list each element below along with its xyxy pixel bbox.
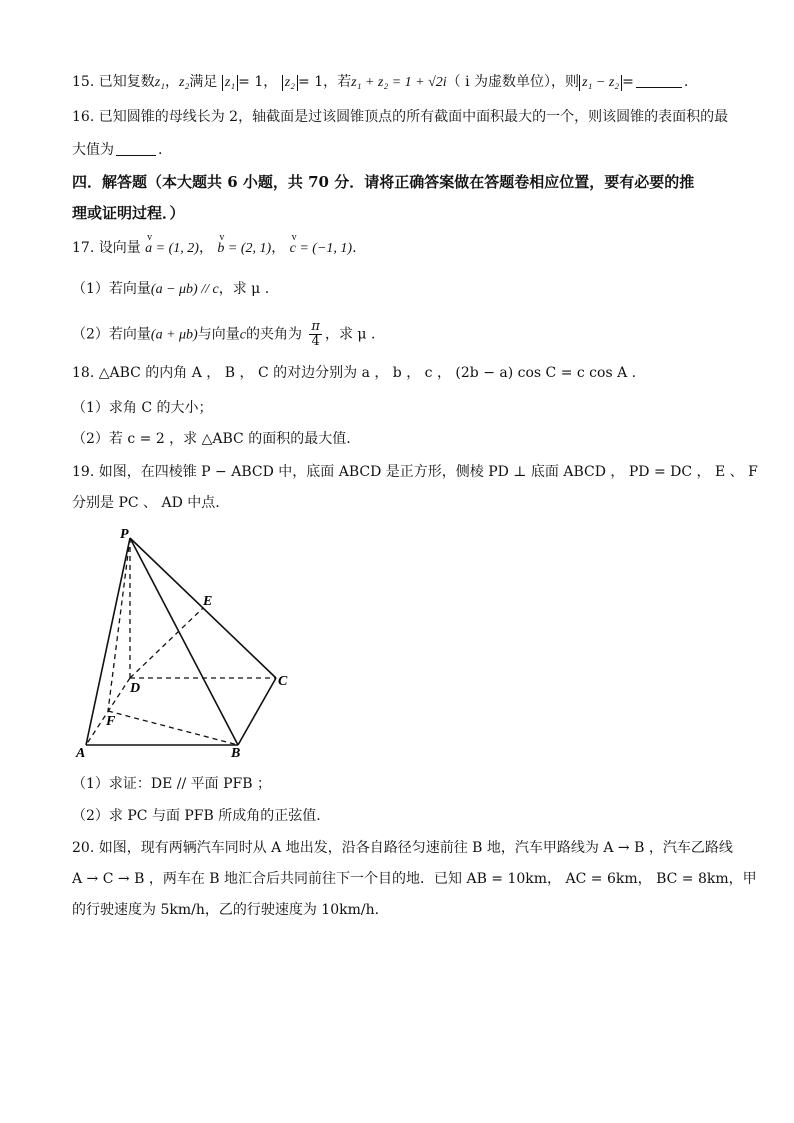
q16-answer-blank[interactable] (116, 141, 156, 156)
q15-prefix: 15. 已知复数 (72, 74, 155, 90)
q16-prefix: 大值为 (72, 142, 114, 158)
q15-answer-blank[interactable] (636, 73, 682, 88)
q17-part1 (72, 279, 269, 300)
q20-line3: 的行驶速度为 5km/h，乙的行驶速度为 10km/h. (72, 902, 380, 918)
q17-frac-num: π (311, 319, 320, 334)
label-D: D (130, 681, 141, 696)
q15-cond: 满足 (189, 74, 218, 90)
q17-p2-expr: (a + μb) (150, 327, 198, 343)
q17-p2-c: c (239, 327, 246, 343)
q15-abs-z2: z₂ (282, 75, 298, 91)
q19-pyramid-figure (70, 520, 300, 765)
q17-a-val: = (1, 2) (152, 241, 199, 256)
q17-angle-fraction (309, 320, 322, 349)
q19-line1: 19. 如图，在四棱锥 P − ABCD 中，底面 ABCD 是正方形，侧棱 PD ⊥ 底面 ABCD ， PD = DC ， E 、 F (72, 464, 758, 480)
label-P: P (120, 527, 129, 542)
q15-z1: z₁ (154, 75, 166, 90)
q17-p2-end: ，求 μ . (324, 326, 376, 343)
q17-p1-end: ，求 μ . (218, 281, 270, 297)
edge-PB (130, 538, 238, 745)
q17-prefix: 17. 设向量 (72, 240, 141, 256)
q15-abs-z1: z₁ (222, 75, 238, 91)
section4-heading-line1: 四．解答题（本大题共 6 小题，共 70 分．请将正确答案做在答题卷相应位置，要有必要的推 (72, 173, 695, 191)
q18-part2: （2）若 c = 2 ，求 △ABC 的面积的最大值. (72, 431, 351, 447)
label-C: C (278, 674, 288, 689)
q17-vector-b: v b (217, 239, 224, 259)
q16-line2 (72, 140, 162, 160)
q15-sep: ， (165, 74, 180, 90)
edge-DE (130, 608, 203, 678)
q18-line1: 18. △ABC 的内角 A ， B ， C 的对边分别为 a ， b ， c ， (2b − a) cos C = c cos A . (72, 365, 637, 381)
q15-end: . (683, 74, 689, 90)
q17-p1-prefix: （1）若向量 (72, 281, 151, 297)
q17-b-val: = (2, 1) (224, 241, 272, 256)
q15-note: （ i 为虚数单位），则 (446, 74, 580, 90)
q19-line2: 分别是 PC 、 AD 中点. (72, 495, 220, 511)
q17-part2 (72, 320, 375, 349)
q17-vector-c: v c (290, 239, 296, 259)
q17-p2-prefix: （2）若向量 (72, 326, 151, 343)
section4-heading-line2: 理或证明过程．） (72, 204, 185, 222)
q19-part2: （2）求 PC 与面 PFB 所成角的正弦值. (72, 808, 321, 824)
q15-abs-diff: z₁ − z₂ (579, 75, 622, 91)
q17-vector-a: v a (145, 239, 152, 259)
q17-c-val: = (−1, 1) (295, 241, 353, 256)
q17-p1-expr: (a − μb) // c (150, 282, 219, 297)
q19-part1: （1）求证：DE // 平面 PFB ； (72, 776, 272, 792)
q15-eq1: = 1 (238, 74, 264, 90)
q18-part1: （1）求角 C 的大小； (72, 400, 213, 416)
q17-line: 17. 设向量 v a = (1, 2)， v b = (2, 1)， v c = (−1, 1). (72, 238, 357, 259)
q15-sum: z₁ + z₂ = 1 + √2i (351, 75, 447, 90)
q15-z2: z₂ (179, 75, 190, 90)
edge-FB (108, 711, 238, 745)
label-B: B (231, 746, 241, 761)
label-A: A (76, 746, 86, 761)
q20-line1: 20. 如图，现有两辆汽车同时从 A 地出发，沿各自路径匀速前往 B 地，汽车甲路线为 A → B ，汽车乙路线 (72, 840, 733, 856)
q17-p2-angle: 的夹角为 (245, 326, 302, 343)
q16-end: . (158, 142, 163, 158)
edge-BC (238, 678, 276, 745)
q17-frac-den: 4 (311, 334, 320, 349)
label-E: E (203, 594, 213, 609)
q17-end: . (352, 240, 357, 256)
q17-p2-mid: 与向量 (197, 326, 240, 343)
q15-eq2: = (622, 74, 634, 90)
label-F: F (106, 714, 116, 729)
q20-line2: A → C → B ，两车在 B 地汇合后共同前往下一个目的地．已知 AB = 10km， AC = 6km， BC = 8km，甲 (72, 871, 757, 887)
q15-eq1b: = 1 (298, 74, 324, 90)
q15-line: 15. 已知复数z₁，z₂满足 z₁ = 1， z₂ = 1，若z₁ + z₂ = 1 + √2i（ i 为虚数单位），则 z₁ − z₂ = . (72, 74, 689, 90)
q16-line1: 16. 已知圆锥的母线长为 2，轴截面是过该圆锥顶点的所有截面中面积最大的一个，则该圆锥的表面积的最 (72, 109, 729, 125)
q15-if: ，若 (323, 74, 352, 90)
